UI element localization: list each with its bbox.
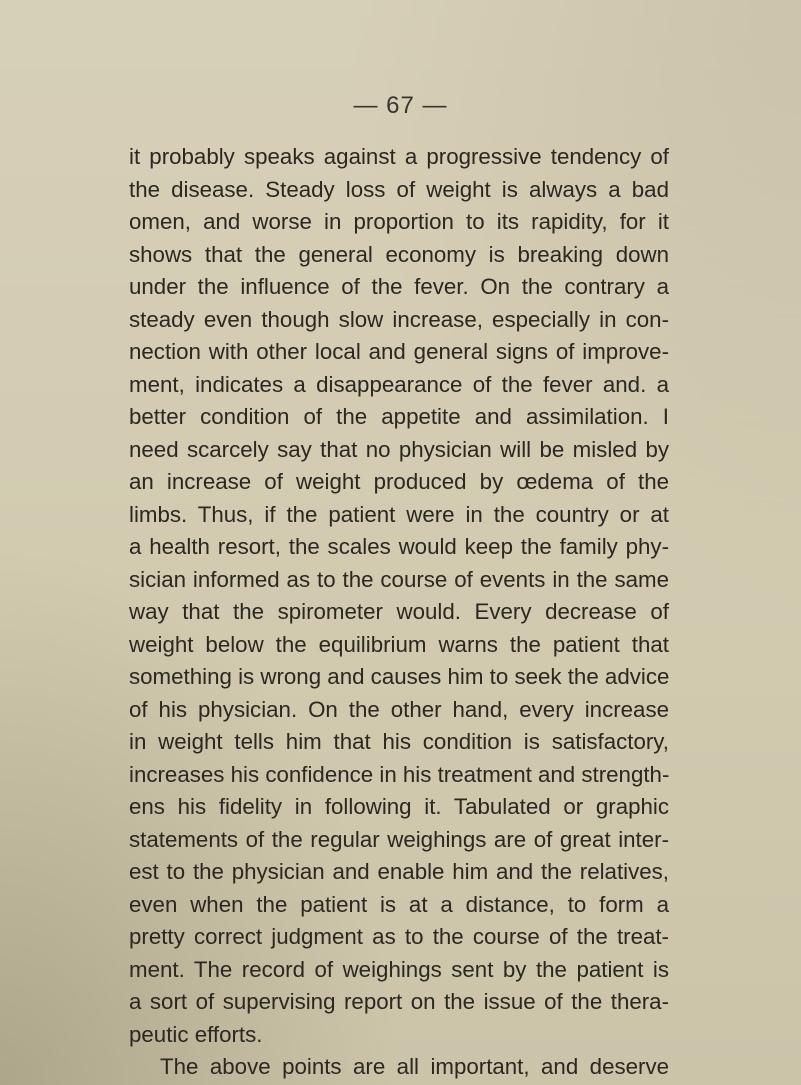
text-line: shows that the general economy is breaking down [129, 241, 669, 267]
text-line: peutic efforts. [129, 1021, 263, 1047]
text-line: est to the physician and enable him and the relatives, [129, 859, 669, 884]
text-line: ment. The record of weighings sent by the patient is [129, 956, 669, 982]
text-line: of his physician. On the other hand, every increase [129, 696, 669, 722]
text-line: a sort of supervising report on the issue of the thera- [129, 989, 669, 1014]
text-line: The above points are all important, and deserve [160, 1054, 669, 1079]
text-line: steady even though slow increase, especially in con- [129, 306, 669, 332]
text-line: even when the patient is at a distance, to form a [129, 891, 669, 917]
text-line: weight below the equilibrium warns the patient that [129, 631, 669, 657]
text-line: under the influence of the fever. On the contrary a [129, 274, 669, 299]
text-line: pretty correct judgment as to the course of the treat- [129, 924, 669, 949]
text-line: nection with other local and general signs of improve- [129, 339, 669, 364]
text-line: omen, and worse in proportion to its rapidity, for it [129, 209, 669, 234]
text-line: something is wrong and causes him to seek the advice [129, 664, 670, 689]
text-line: sician informed as to the course of events in the same [129, 566, 669, 592]
text-line: the disease. Steady loss of weight is always a bad [129, 176, 669, 202]
text-line: an increase of weight produced by œdema of the [129, 469, 669, 494]
text-line: limbs. Thus, if the patient were in the country or at [129, 501, 669, 527]
text-line: it probably speaks against a progressive tendency of [129, 144, 669, 169]
text-line: need scarcely say that no physician will be misled by [129, 436, 669, 462]
text-line: ens his fidelity in following it. Tabulated or graphic [129, 794, 669, 819]
text-line: statements of the regular weighings are of great inter- [129, 826, 669, 852]
text-line: a health resort, the scales would keep the family phy- [129, 534, 669, 559]
text-line: increases his confidence in his treatment and strength- [129, 761, 670, 787]
text-line: in weight tells him that his condition is satisfactory, [129, 729, 669, 754]
body-text [129, 141, 669, 1084]
text-line: ment, indicates a disappearance of the fever and. a [129, 371, 669, 397]
text-line: better condition of the appetite and assimilation. I [129, 404, 669, 429]
text-line: way that the spirometer would. Every decrease of [129, 599, 669, 624]
page-number: — 67 — [353, 92, 448, 119]
